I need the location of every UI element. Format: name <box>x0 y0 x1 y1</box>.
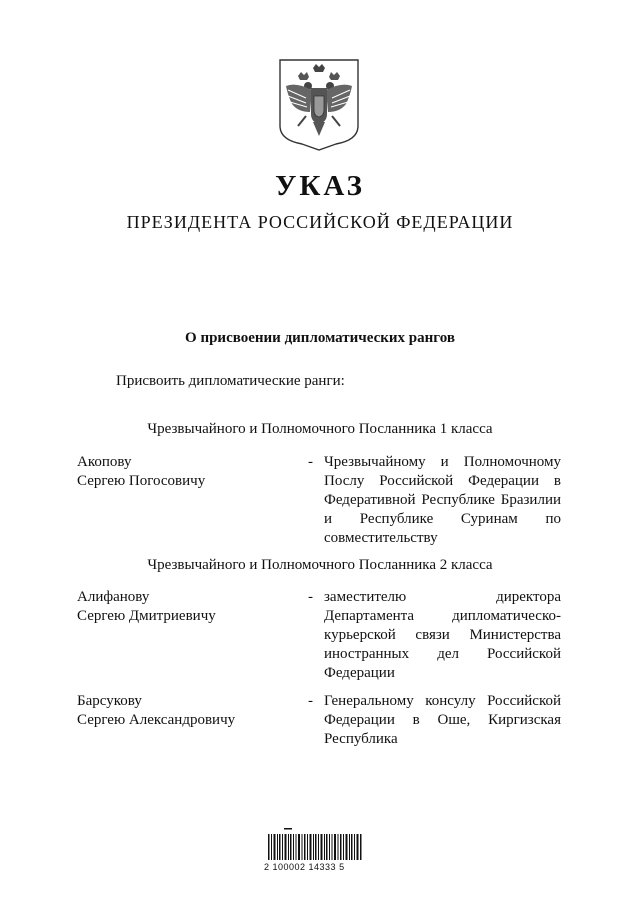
barcode-number: 2 100002 14333 5 <box>264 862 345 872</box>
decree-title: УКАЗ <box>275 170 365 202</box>
decree-intro: Присвоить дипломатические ранги: <box>116 373 345 389</box>
decree-subject: О присвоении дипломатических рангов <box>185 330 455 346</box>
appointee-given-name: Сергею Дмитриевичу <box>77 608 216 624</box>
decree-issuer: ПРЕЗИДЕНТА РОССИЙСКОЙ ФЕДЕРАЦИИ <box>126 212 514 232</box>
russian-coat-of-arms-icon <box>276 56 362 152</box>
rank-heading-1: Чрезвычайного и Полномочного Посланника 1 класса <box>147 421 493 437</box>
rank-heading-2: Чрезвычайного и Полномочного Посланника 2 класса <box>147 557 493 573</box>
appointee-surname: Барсукову <box>77 693 142 709</box>
appointee-position: Чрезвычайному и Полномочному Послу Российской Федерации в Федеративной Республике Бразилии и Республике Суринам по совместительству <box>324 454 561 546</box>
appointee-position: заместителю директора Департамента дипломатическо-курьерской связи Министерства иностранных дел Российской Федерации <box>324 589 561 681</box>
appointee-surname: Акопову <box>77 454 132 470</box>
appointee-surname: Алифанову <box>77 589 150 605</box>
appointee-given-name: Сергею Александровичу <box>77 712 236 728</box>
appointee-name <box>77 588 297 626</box>
entry-dash: - <box>308 589 313 605</box>
appointee-name <box>77 692 297 730</box>
entry-dash: - <box>308 454 313 470</box>
appointee-name <box>77 453 297 491</box>
appointee-position: Генеральному консулу Российской Федерации в Оше, Киргизская Республика <box>324 693 561 747</box>
appointee-given-name: Сергею Погосовичу <box>77 473 206 489</box>
entry-dash: - <box>308 693 313 709</box>
